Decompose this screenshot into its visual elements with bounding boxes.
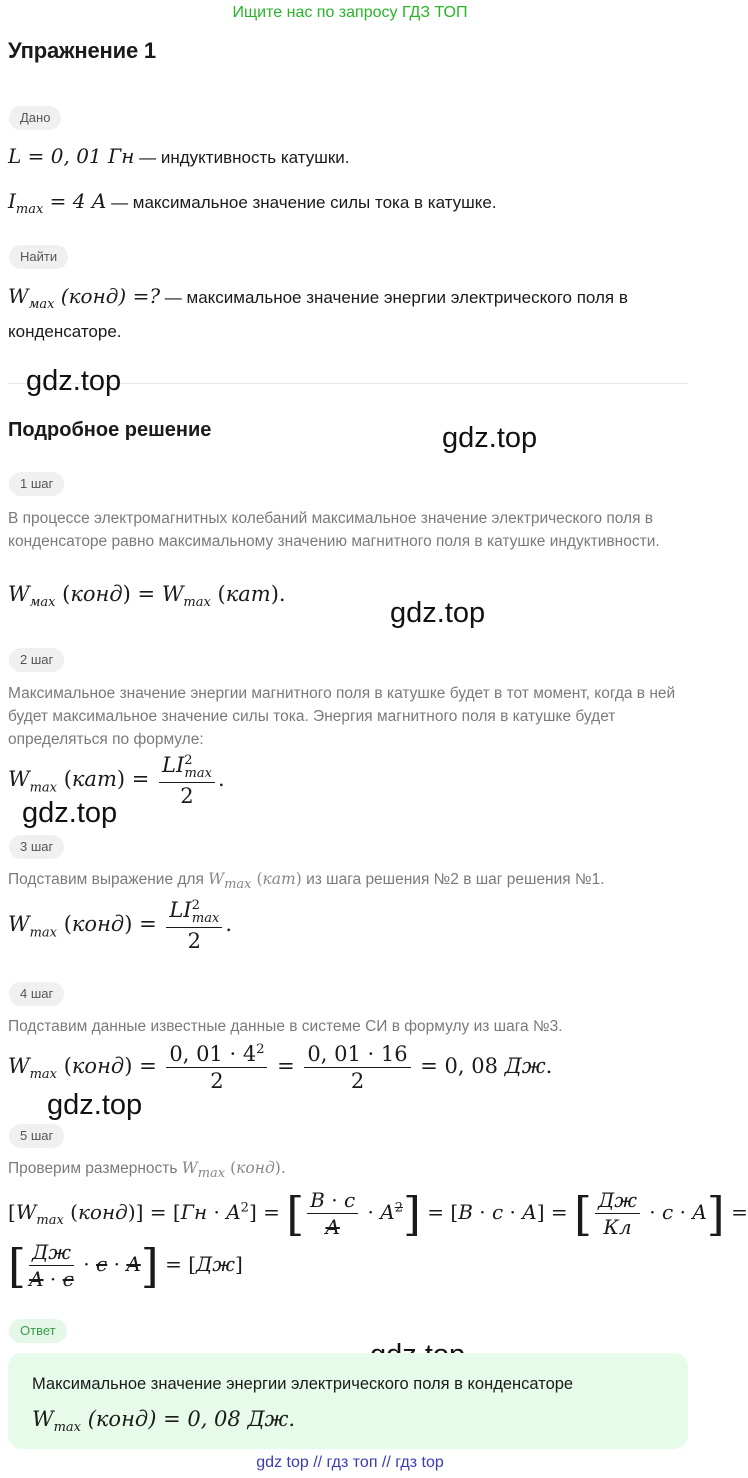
answer-subscript: max [53,1420,82,1436]
answer-rest: (конд) = 0, 08 Дж. [81,1407,296,1431]
find-desc-1: — максимальное значение энергии электрического поля в [160,288,628,307]
current-value: = 4 A [43,189,107,213]
current-desc: — максимальное значение силы тока в катушке. [111,193,497,212]
energy-subscript: мах [28,297,55,312]
step-chip: 2 шаг [9,648,64,672]
given-chip: Дано [9,106,61,130]
step-5-text: Проверим размерность $W_{max}$ (конд). [8,1159,286,1182]
find-desc-2: конденсаторе. [8,322,122,341]
answer-box [8,1353,688,1449]
energy-symbol: W [8,284,29,308]
solution-title: Подробное решение [8,419,212,441]
find-line [8,284,692,317]
watermark: gdz.top [26,365,122,397]
find-chip: Найти [9,245,68,269]
step-chip: 4 шаг [9,982,64,1006]
current-subscript: max [15,202,44,217]
answer-formula [32,1407,295,1435]
step-5-formula-line-1: [$W_{max}$ (конд)] = $[Гн \cdot A^2]$ = [ $\frac{В \cdot с}{A}$ · $A^2] = [В \cdot с \cdot A]$ = [ $\frac{Дж}{Кл}$ · с · A] = [8,1186,748,1241]
given-line-1 [8,144,350,170]
watermark: gdz.top [22,797,118,829]
step-chip: 5 шаг [9,1124,64,1148]
inductance-desc: — индуктивность катушки. [139,148,350,167]
search-hint-banner: Ищите нас по запросу ГДЗ ТОП [232,4,468,21]
watermark: gdz.top [47,1089,143,1121]
answer-chip: Ответ [9,1319,67,1343]
step-3-text-a: Подставим выражение для [8,871,209,888]
watermark: gdz.top [390,597,486,629]
step-chip: 1 шаг [9,472,64,496]
step-2-formula: $W_{max}$ (кат) = $\frac{LI^2_{max}}{2}$ . [8,753,225,809]
step-5-text-a: Проверим размерность [8,1160,182,1177]
step-3-formula: $W_{max}$ (конд) = $\frac{LI^2_{max}}{2}$ . [8,898,232,954]
energy-rest: (конд) =? [54,284,161,308]
current-symbol: I [8,189,16,213]
answer-text: Максимальное значение энергии электрического поля в конденсаторе [32,1375,574,1393]
watermark: gdz.top [442,422,538,454]
step-chip: 3 шаг [9,835,64,859]
page-title: Упражнение 1 [8,38,156,63]
step-1-formula: $W_{мах}$ (конд) = $W_{max}$ (кат). [8,582,286,611]
footer-links[interactable]: gdz top // гдз топ // гдз top [256,1454,444,1471]
step-4-formula: $W_{max}$ (конд) = $\frac{0, 01 \cdot 4^2}{2}$ = $\frac{0, 01 \cdot 16}{2}$ = 0, 08 Дж. [8,1042,553,1093]
step-1-text: В процессе электромагнитных колебаний максимальное значение электрического поля в конденсаторе равно максимальному значению магнитного поля в катушке индуктивности. [8,510,660,550]
step-3-text-b: из шага решения №2 в шаг решения №1. [301,871,605,888]
inductance-formula: L = 0, 01 Гн [8,144,135,168]
step-5-formula-line-2: [ $\frac{Дж}{A \cdot с}$ · с · A] = [Дж] [8,1238,243,1293]
answer-symbol: W [32,1407,54,1431]
given-line-2 [8,189,497,222]
step-4-text: Подставим данные известные данные в системе СИ в формулу из шага №3. [8,1018,563,1035]
step-2-text: Максимальное значение энергии магнитного поля в катушке будет в тот момент, когда в ней будет максимальное значение силы тока. Энергия магнитного поля в катушке будет определяться по формуле: [8,685,676,748]
step-3-text: Подставим выражение для $W_{max}$ (кат) из шага решения №2 в шаг решения №1. [8,870,605,893]
